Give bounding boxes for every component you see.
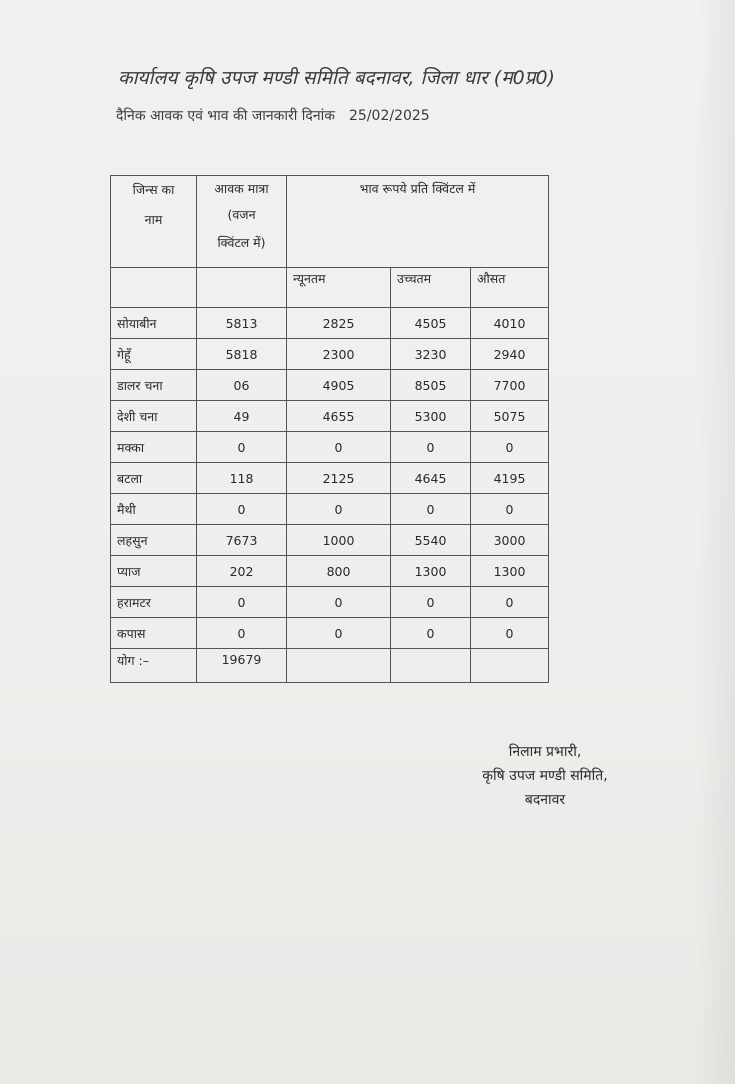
table-row xyxy=(111,308,549,339)
commodity-name: मक्का xyxy=(111,432,197,463)
commodity-name: प्याज xyxy=(111,556,197,587)
avg-price: 0 xyxy=(471,432,549,463)
max-price: 0 xyxy=(391,432,471,463)
max-price: 5540 xyxy=(391,525,471,556)
avg-price: 0 xyxy=(471,494,549,525)
col-header-qty-line2: (वजन xyxy=(227,207,256,222)
max-price: 0 xyxy=(391,494,471,525)
header-row xyxy=(111,176,549,268)
min-price: 4905 xyxy=(287,370,391,401)
max-price: 1300 xyxy=(391,556,471,587)
avg-price: 4195 xyxy=(471,463,549,494)
col-header-min: न्यूनतम xyxy=(287,268,391,308)
max-price: 4505 xyxy=(391,308,471,339)
max-price: 0 xyxy=(391,618,471,649)
max-price: 8505 xyxy=(391,370,471,401)
min-price: 0 xyxy=(287,494,391,525)
avg-price: 3000 xyxy=(471,525,549,556)
arrival-qty: 49 xyxy=(197,401,287,432)
total-label: योग :– xyxy=(111,649,197,683)
min-price: 4655 xyxy=(287,401,391,432)
page-shadow xyxy=(695,0,735,1084)
avg-price: 2940 xyxy=(471,339,549,370)
arrival-qty: 7673 xyxy=(197,525,287,556)
avg-price: 7700 xyxy=(471,370,549,401)
col-header-qty xyxy=(197,176,287,268)
max-price: 0 xyxy=(391,587,471,618)
commodity-name: डालर चना xyxy=(111,370,197,401)
min-price: 1000 xyxy=(287,525,391,556)
table-row xyxy=(111,370,549,401)
col-header-max: उच्चतम xyxy=(391,268,471,308)
table-row xyxy=(111,432,549,463)
total-empty-1 xyxy=(287,649,391,683)
arrival-qty: 0 xyxy=(197,494,287,525)
col-header-name-line1: जिन्स का xyxy=(132,182,175,197)
total-row xyxy=(111,649,549,683)
min-price: 0 xyxy=(287,432,391,463)
commodity-name: सोयाबीन xyxy=(111,308,197,339)
commodity-name: बटला xyxy=(111,463,197,494)
commodity-name: लहसुन xyxy=(111,525,197,556)
avg-price: 5075 xyxy=(471,401,549,432)
subheader-row xyxy=(111,268,549,308)
col-header-qty-line1: आवक मात्रा xyxy=(214,181,269,196)
subheader-empty-1 xyxy=(111,268,197,308)
col-header-avg: औसत xyxy=(471,268,549,308)
commodity-name: देशी चना xyxy=(111,401,197,432)
commodity-name: कपास xyxy=(111,618,197,649)
total-qty: 19679 xyxy=(197,649,287,683)
arrival-qty: 0 xyxy=(197,618,287,649)
arrival-qty: 06 xyxy=(197,370,287,401)
table-row xyxy=(111,587,549,618)
max-price: 4645 xyxy=(391,463,471,494)
commodity-name: गेहूँ xyxy=(111,339,197,370)
commodity-name: मैथी xyxy=(111,494,197,525)
col-header-price xyxy=(287,176,549,268)
min-price: 2125 xyxy=(287,463,391,494)
rates-table xyxy=(110,175,549,683)
signature-block xyxy=(445,740,645,812)
total-empty-2 xyxy=(391,649,471,683)
report-subtitle xyxy=(116,106,716,125)
col-header-name-line2: नाम xyxy=(144,212,163,227)
min-price: 2300 xyxy=(287,339,391,370)
table-row xyxy=(111,618,549,649)
max-price: 3230 xyxy=(391,339,471,370)
signature-line1: निलाम प्रभारी, xyxy=(508,744,582,760)
arrival-qty: 5813 xyxy=(197,308,287,339)
table-row xyxy=(111,494,549,525)
arrival-qty: 118 xyxy=(197,463,287,494)
min-price: 0 xyxy=(287,587,391,618)
arrival-qty: 0 xyxy=(197,587,287,618)
report-date: 25/02/2025 xyxy=(349,108,430,124)
arrival-qty: 5818 xyxy=(197,339,287,370)
office-title: कार्यालय कृषि उपज मण्डी समिति बदनावर, जिला धार (म0प्र0) xyxy=(118,67,555,89)
col-header-name xyxy=(111,176,197,268)
col-header-qty-line3: क्विंटल में) xyxy=(217,235,266,250)
subheader-empty-2 xyxy=(197,268,287,308)
avg-price: 4010 xyxy=(471,308,549,339)
min-price: 0 xyxy=(287,618,391,649)
min-price: 2825 xyxy=(287,308,391,339)
table-row xyxy=(111,556,549,587)
table-row xyxy=(111,339,549,370)
avg-price: 1300 xyxy=(471,556,549,587)
commodity-name: हरामटर xyxy=(111,587,197,618)
arrival-qty: 0 xyxy=(197,432,287,463)
table-row xyxy=(111,525,549,556)
table-row xyxy=(111,463,549,494)
subtitle-text: दैनिक आवक एवं भाव की जानकारी दिनांक xyxy=(116,108,336,124)
avg-price: 0 xyxy=(471,587,549,618)
col-header-price-label: भाव रूपये प्रति क्विंटल में xyxy=(359,181,476,196)
signature-line2: कृषि उपज मण्डी समिति, xyxy=(482,768,608,784)
table-row xyxy=(111,401,549,432)
avg-price: 0 xyxy=(471,618,549,649)
signature-line3: बदनावर xyxy=(524,792,566,808)
total-empty-3 xyxy=(471,649,549,683)
arrival-qty: 202 xyxy=(197,556,287,587)
max-price: 5300 xyxy=(391,401,471,432)
min-price: 800 xyxy=(287,556,391,587)
